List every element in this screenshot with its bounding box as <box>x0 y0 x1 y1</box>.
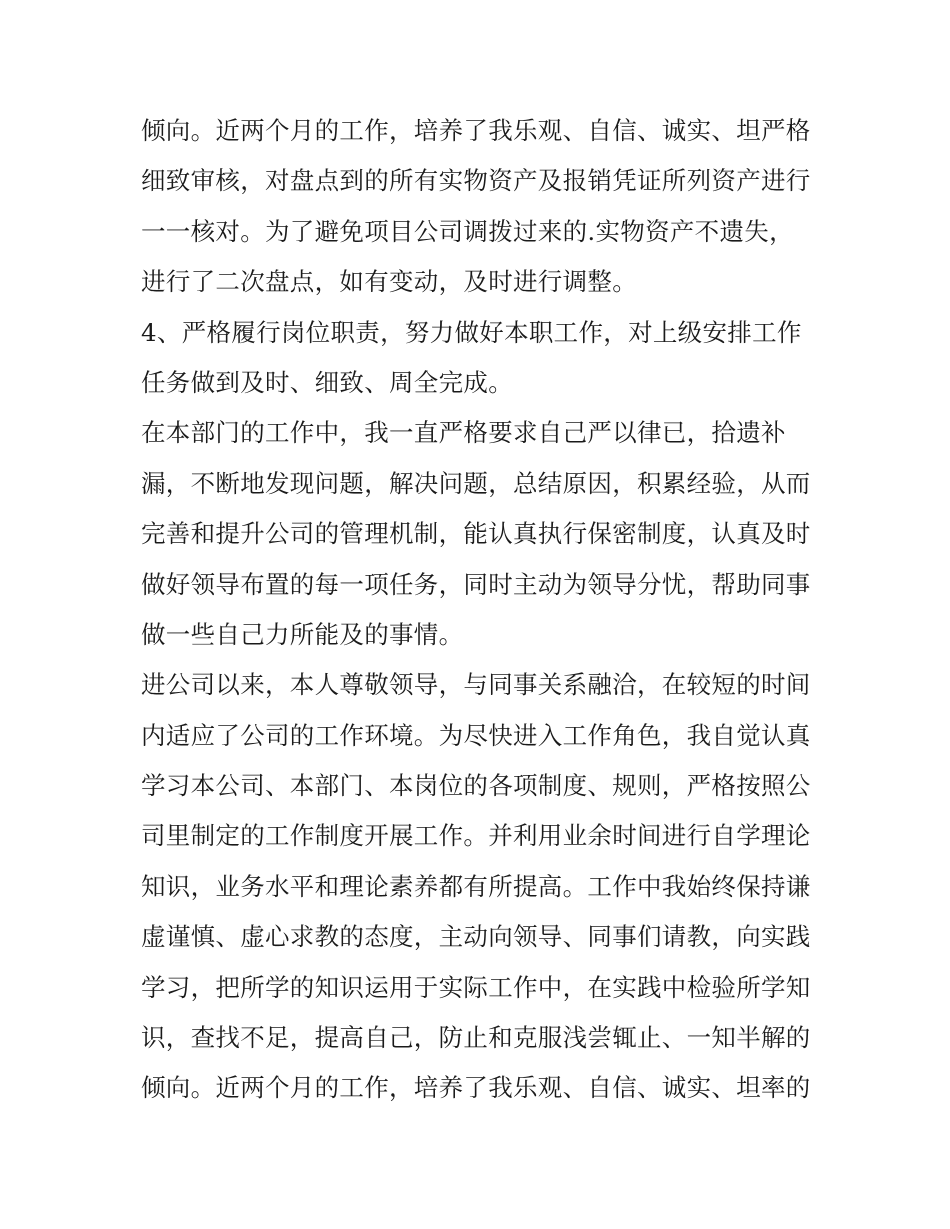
text-line-11: 做一些自己力所能及的事情。 <box>141 619 464 649</box>
text-line-14: 学习本公司、本部门、本岗位的各项制度、规则，严格按照公 <box>141 771 811 801</box>
text-line-20: 倾向。近两个月的工作，培养了我乐观、自信、诚实、坦率的 <box>141 1073 811 1103</box>
text-line-2: 细致审核，对盘点到的所有实物资产及报销凭证所列资产进行 <box>141 166 811 196</box>
text-line-4: 进行了二次盘点，如有变动，及时进行调整。 <box>141 267 637 297</box>
text-line-9: 完善和提升公司的管理机制，能认真执行保密制度，认真及时 <box>141 519 811 549</box>
text-line-10: 做好领导布置的每一项任务，同时主动为领导分忧，帮助同事 <box>141 569 811 599</box>
text-line-6: 任务做到及时、细致、周全完成。 <box>141 367 513 397</box>
text-line-3: 一一核对。为了避免项目公司调拨过来的.实物资产不遗失， <box>141 216 794 246</box>
text-line-13: 内适应了公司的工作环境。为尽快进入工作角色，我自觉认真 <box>141 720 811 750</box>
text-line-7: 在本部门的工作中，我一直严格要求自己严以律已，拾遗补 <box>141 418 786 448</box>
text-line-16: 知识，业务水平和理论素养都有所提高。工作中我始终保持谦 <box>141 871 811 901</box>
text-line-12: 进公司以来，本人尊敬领导，与同事关系融洽，在较短的时间 <box>141 670 811 700</box>
text-line-19: 识，查找不足，提高自己，防止和克服浅尝辄止、一知半解的 <box>141 1023 811 1053</box>
text-line-17: 虚谨慎、虚心求教的态度，主动向领导、同事们请教，向实践 <box>141 922 811 952</box>
text-line-5: 4、严格履行岗位职责，努力做好本职工作，对上级安排工作 <box>141 317 802 347</box>
document-body <box>141 106 821 1114</box>
text-line-1: 倾向。近两个月的工作，培养了我乐观、自信、诚实、坦严格 <box>141 116 811 145</box>
text-line-15: 司里制定的工作制度开展工作。并利用业余时间进行自学理论 <box>141 821 811 851</box>
text-line-18: 学习，把所学的知识运用于实际工作中，在实践中检验所学知 <box>141 972 811 1002</box>
text-line-8: 漏，不断地发现问题，解决问题，总结原因，积累经验，从而 <box>141 468 811 498</box>
